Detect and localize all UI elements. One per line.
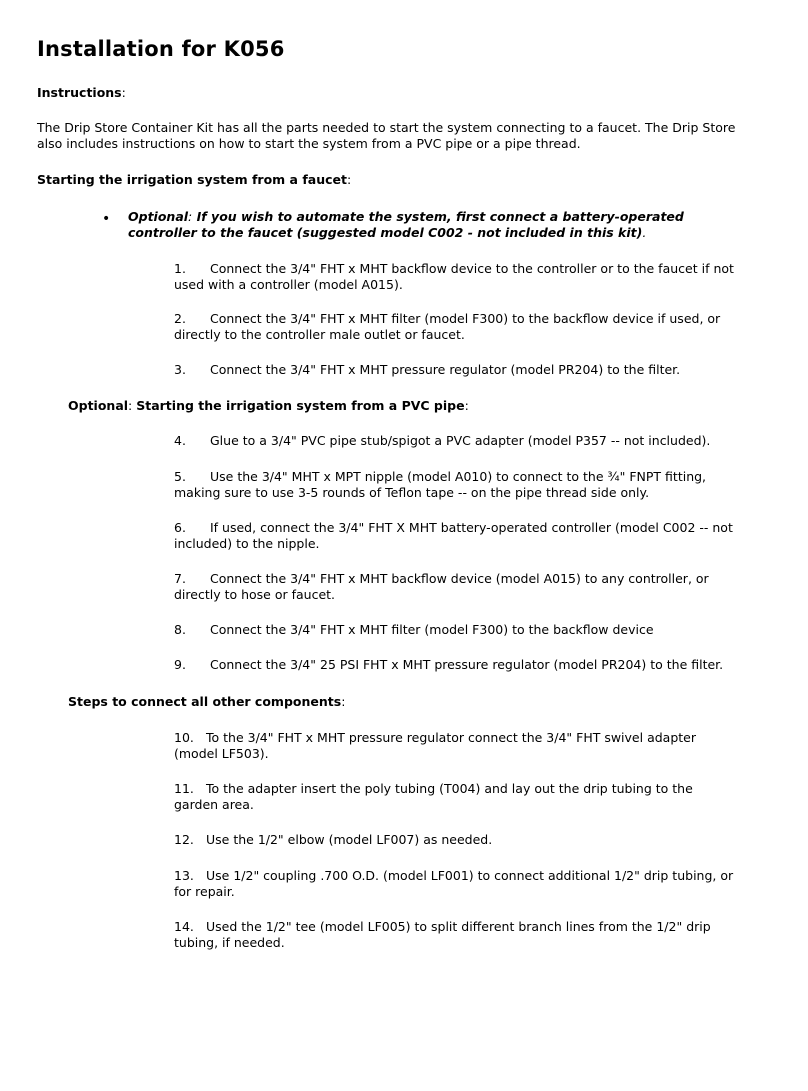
step-number: 8. [174, 622, 186, 637]
step-number: 10. [174, 730, 194, 745]
list-item [174, 311, 734, 343]
step-number: 4. [174, 433, 186, 448]
step-text: Connect the 3/4" 25 PSI FHT x MHT pressure regulator (model PR204) to the filter. [210, 657, 724, 672]
list-item [174, 919, 734, 951]
step-text: Connect the 3/4" FHT x MHT backflow device to the controller or to the faucet if not used with a controller (model A015). [174, 261, 734, 292]
step-number: 13. [174, 868, 194, 883]
step-number: 7. [174, 571, 186, 586]
step-text: Glue to a 3/4" PVC pipe stub/spigot a PVC adapter (model P357 -- not included). [210, 433, 711, 448]
instructions-heading: Instructions: [37, 85, 126, 100]
step-number: 6. [174, 520, 186, 535]
list-item [174, 469, 734, 501]
faucet-heading: Starting the irrigation system from a faucet: [37, 172, 352, 187]
step-text: Use 1/2" coupling .700 O.D. (model LF001) to connect additional 1/2" drip tubing, or for repair. [174, 868, 734, 899]
list-item [174, 520, 734, 552]
step-text: To the 3/4" FHT x MHT pressure regulator connect the 3/4" FHT swivel adapter (model LF503). [174, 730, 696, 761]
list-item [174, 362, 734, 378]
step-text: Use the 3/4" MHT x MPT nipple (model A010) to connect to the ¾" FNPT fitting, making sure to use 3-5 rounds of Teflon tape -- on the pipe thread side only. [174, 469, 707, 500]
optional-note: Optional: If you wish to automate the system, first connect a battery-operated controller to the faucet (suggested model C002 - not included in this kit). [128, 209, 684, 240]
step-number: 11. [174, 781, 194, 796]
step-text: Connect the 3/4" FHT x MHT backflow device (model A015) to any controller, or directly to hose or faucet. [174, 571, 709, 602]
step-text: Connect the 3/4" FHT x MHT filter (model F300) to the backflow device [210, 622, 654, 637]
intro-paragraph: The Drip Store Container Kit has all the parts needed to start the system connecting to a faucet. The Drip Store also includes instructions on how to start the system from a PVC pipe or a pipe thread. [37, 120, 736, 151]
step-text: Use the 1/2" elbow (model LF007) as needed. [206, 832, 493, 847]
step-number: 3. [174, 362, 186, 377]
list-item [174, 657, 734, 673]
instructions-heading-text: Instructions [37, 85, 122, 100]
pvc-heading-prefix: Optional [68, 398, 129, 413]
step-text: Connect the 3/4" FHT x MHT pressure regulator (model PR204) to the filter. [210, 362, 681, 377]
pvc-heading: Optional: Starting the irrigation system from a PVC pipe: [68, 398, 469, 413]
page-title: Installation for K056 [37, 37, 285, 61]
optional-note-label: Optional [128, 209, 189, 224]
bullet-icon: • [102, 211, 111, 227]
components-heading-text: Steps to connect all other components [68, 694, 342, 709]
step-number: 5. [174, 469, 186, 484]
list-item [174, 730, 734, 762]
step-number: 14. [174, 919, 194, 934]
list-item [174, 571, 734, 603]
list-item [174, 832, 734, 848]
step-number: 2. [174, 311, 186, 326]
faucet-heading-text: Starting the irrigation system from a faucet [37, 172, 347, 187]
step-number: 9. [174, 657, 186, 672]
pvc-heading-text: Starting the irrigation system from a PVC pipe [136, 398, 465, 413]
list-item [174, 261, 734, 293]
list-item [174, 868, 734, 900]
step-text: Used the 1/2" tee (model LF005) to split different branch lines from the 1/2" drip tubing, if needed. [174, 919, 711, 950]
step-text: If used, connect the 3/4" FHT X MHT battery-operated controller (model C002 -- not included) to the nipple. [174, 520, 733, 551]
components-heading: Steps to connect all other components: [68, 694, 346, 709]
step-text: To the adapter insert the poly tubing (T004) and lay out the drip tubing to the garden area. [174, 781, 693, 812]
list-item [174, 622, 734, 638]
step-text: Connect the 3/4" FHT x MHT filter (model F300) to the backflow device if used, or directly to the controller male outlet or faucet. [174, 311, 721, 342]
optional-note-text: If you wish to automate the system, first connect a battery-operated controller to the faucet (suggested model C002 - not included in this kit) [128, 209, 684, 240]
list-item [174, 781, 734, 813]
step-number: 1. [174, 261, 186, 276]
list-item [174, 433, 734, 449]
step-number: 12. [174, 832, 194, 847]
